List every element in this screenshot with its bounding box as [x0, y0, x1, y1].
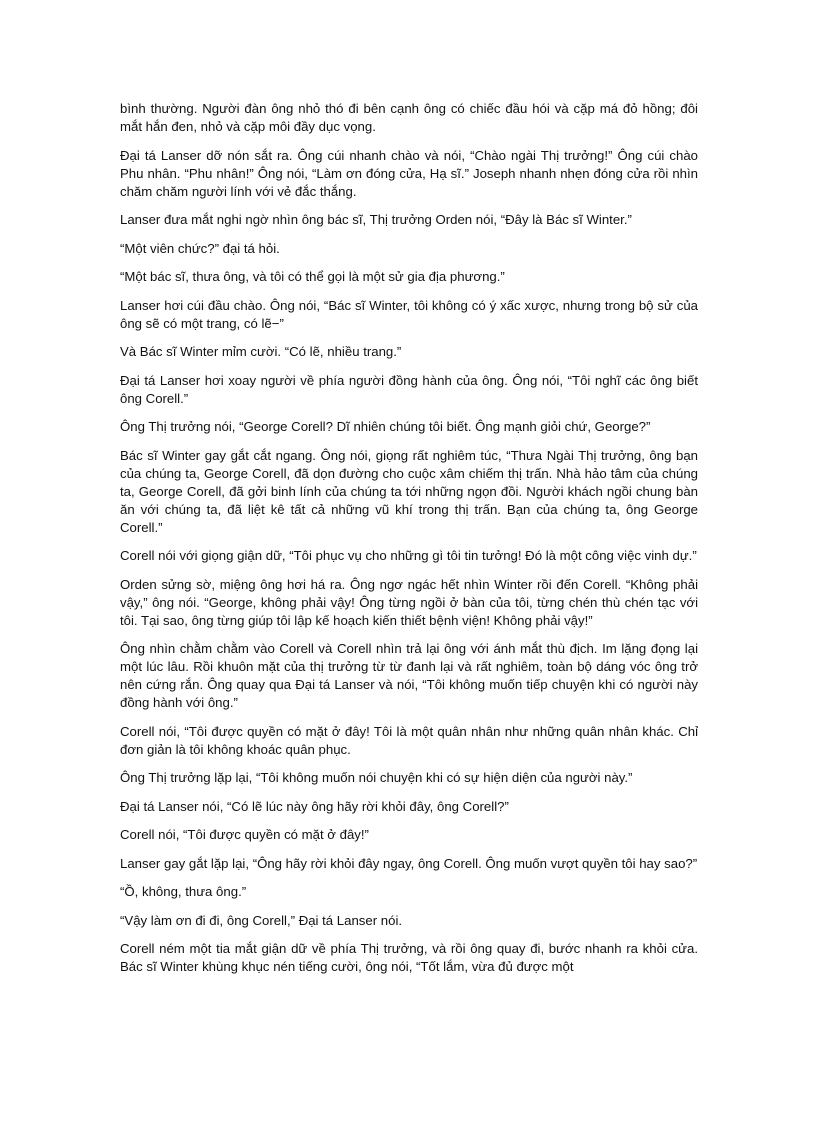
- paragraph: “Một viên chức?” đại tá hỏi.: [120, 240, 280, 256]
- paragraph: Bác sĩ Winter gay gắt cắt ngang. Ông nói, giọng rất nghiêm túc, “Thưa Ngài Thị trưởng, ông bạn của chúng ta, George Corell, đã dọn đường cho cuộc xâm chiếm thị trấn. Nhà hảo tâm của chúng ta, George Corell, đã gởi binh lính của chúng ta tới những ngọn đồi. Người khách ngồi chung bàn ăn với chúng ta, đã liệt kê tất cả những vũ khí trong thị trấn. Bạn của chúng ta, ông George Corell.”: [120, 447, 698, 535]
- paragraph: Lanser gay gắt lặp lại, “Ông hãy rời khỏi đây ngay, ông Corell. Ông muốn vượt quyền tôi hay sao?”: [120, 855, 698, 871]
- paragraph: “Vậy làm ơn đi đi, ông Corell,” Đại tá Lanser nói.: [120, 912, 403, 928]
- paragraph: “Một bác sĩ, thưa ông, và tôi có thể gọi là một sử gia địa phương.”: [120, 269, 505, 284]
- paragraph: Ông Thị trưởng lặp lại, “Tôi không muốn nói chuyện khi có sự hiện diện của người này.”: [120, 770, 633, 785]
- paragraph: Corell nói, “Tôi được quyền có mặt ở đây! Tôi là một quân nhân như những quân nhân khác. Chỉ đơn giản là tôi không khoác quân phục.: [120, 723, 698, 757]
- paragraph: Orden sửng sờ, miệng ông hơi há ra. Ông ngơ ngác hết nhìn Winter rồi đến Corell. “Không phải vậy,” ông nói. “George, không phải vậy! Ông từng ngồi ở bàn của tôi, từng chén thù chén tạc với tôi. Tại sao, ông từng giúp tôi lập kế hoạch kiến thiết bệnh viện! Không phải vậy!”: [120, 576, 698, 628]
- paragraph: Lanser đưa mắt nghi ngờ nhìn ông bác sĩ, Thị trưởng Orden nói, “Đây là Bác sĩ Winter.”: [120, 212, 632, 227]
- paragraph: Đại tá Lanser dỡ nón sắt ra. Ông cúi nhanh chào và nói, “Chào ngài Thị trưởng!” Ông cúi chào Phu nhân. “Phu nhân!” Ông nói, “Làm ơn đóng cửa, Hạ sĩ.” Joseph nhanh nhẹn đóng cửa rồi nhìn chăm chăm người lính với vẻ đắc thắng.: [120, 147, 698, 199]
- paragraph: Ông Thị trưởng nói, “George Corell? Dĩ nhiên chúng tôi biết. Ông mạnh giỏi chứ, George?”: [120, 419, 651, 434]
- paragraph: Corell nói với giọng giận dữ, “Tôi phục vụ cho những gì tôi tin tưởng! Đó là một công việc vinh dự.”: [120, 548, 697, 563]
- paragraph: Đại tá Lanser nói, “Có lẽ lúc này ông hãy rời khỏi đây, ông Corell?”: [120, 798, 509, 814]
- paragraph: Corell nói, “Tôi được quyền có mặt ở đây!”: [120, 827, 369, 842]
- paragraph: bình thường. Người đàn ông nhỏ thó đi bên cạnh ông có chiếc đầu hói và cặp má đỏ hồng; đôi mắt hắn đen, nhỏ và cặp môi đầy dục vọng.: [120, 101, 698, 134]
- paragraph: Đại tá Lanser hơi xoay người về phía người đồng hành của ông. Ông nói, “Tôi nghĩ các ông biết ông Corell.”: [120, 372, 698, 406]
- paragraph: Lanser hơi cúi đầu chào. Ông nói, “Bác sĩ Winter, tôi không có ý xấc xược, nhưng trong bộ sử của ông sẽ có một trang, có lẽ−”: [120, 297, 698, 331]
- paragraph: “Ồ, không, thưa ông.”: [120, 884, 247, 899]
- paragraph: Ông nhìn chằm chằm vào Corell và Corell nhìn trả lại ông với ánh mắt thù địch. Im lặng đọng lại một lúc lâu. Rồi khuôn mặt của thị trưởng từ từ đanh lại và rất nghiêm, toàn bộ dáng vóc ông trở nên cứng rắn. Ông quay qua Đại tá Lanser và nói, “Tôi không muốn tiếp chuyện khi có người này đồng hành với ông.”: [120, 641, 698, 710]
- paragraph: Corell ném một tia mắt giận dữ về phía Thị trưởng, và rồi ông quay đi, bước nhanh ra khỏi cửa. Bác sĩ Winter khùng khục nén tiếng cười, ông nói, “Tốt lắm, vừa đủ được một: [120, 941, 698, 974]
- paragraph: Và Bác sĩ Winter mỉm cười. “Có lẽ, nhiều trang.”: [120, 344, 402, 359]
- document-body: [120, 100, 698, 987]
